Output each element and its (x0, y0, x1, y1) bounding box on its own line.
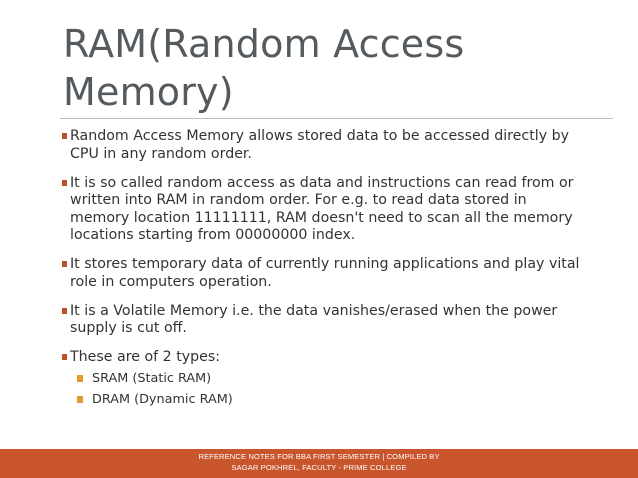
bullet-item (62, 349, 582, 367)
square-sub-bullet-icon (77, 375, 83, 382)
sub-bullet-item (62, 391, 582, 409)
footer-text: REFERENCE NOTES FOR BBA FIRST SEMESTER | COMPILED BY SAGAR POKHREL, FACULTY - PRIME COLLEGE (198, 452, 440, 472)
square-sub-bullet-icon (77, 396, 83, 403)
sub-bullet-list (62, 370, 582, 409)
bullet-text: It is a Volatile Memory i.e. the data vanishes/erased when the power supply is cut off. (70, 302, 558, 336)
bullet-item (62, 256, 582, 291)
sub-bullet-text: DRAM (Dynamic RAM) (92, 392, 233, 407)
bullet-item (62, 303, 582, 338)
sub-bullet-text: SRAM (Static RAM) (92, 371, 212, 386)
bullet-text: Random Access Memory allows stored data to be accessed directly by CPU in any random order. (70, 128, 570, 162)
square-bullet-icon (62, 261, 67, 267)
square-bullet-icon (62, 308, 67, 314)
slide-title: RAM(Random Access Memory) (63, 22, 465, 114)
bullet-item (62, 175, 582, 245)
square-bullet-icon (62, 354, 67, 360)
title-divider (60, 118, 613, 119)
bullet-text: It stores temporary data of currently running applications and play vital role in computers operation. (70, 256, 580, 290)
square-bullet-icon (62, 180, 67, 186)
bullet-text: It is so called random access as data and instructions can read from or written into RAM in random order. For e.g. to read data stored in memory location 11111111, RAM doesn't need to scan all the memory locations starting from 00000000 index. (70, 174, 574, 243)
sub-bullet-item (62, 370, 582, 388)
square-bullet-icon (62, 133, 67, 139)
bullet-text: These are of 2 types: (70, 349, 221, 365)
bullet-list (62, 128, 582, 412)
bullet-item (62, 128, 582, 163)
